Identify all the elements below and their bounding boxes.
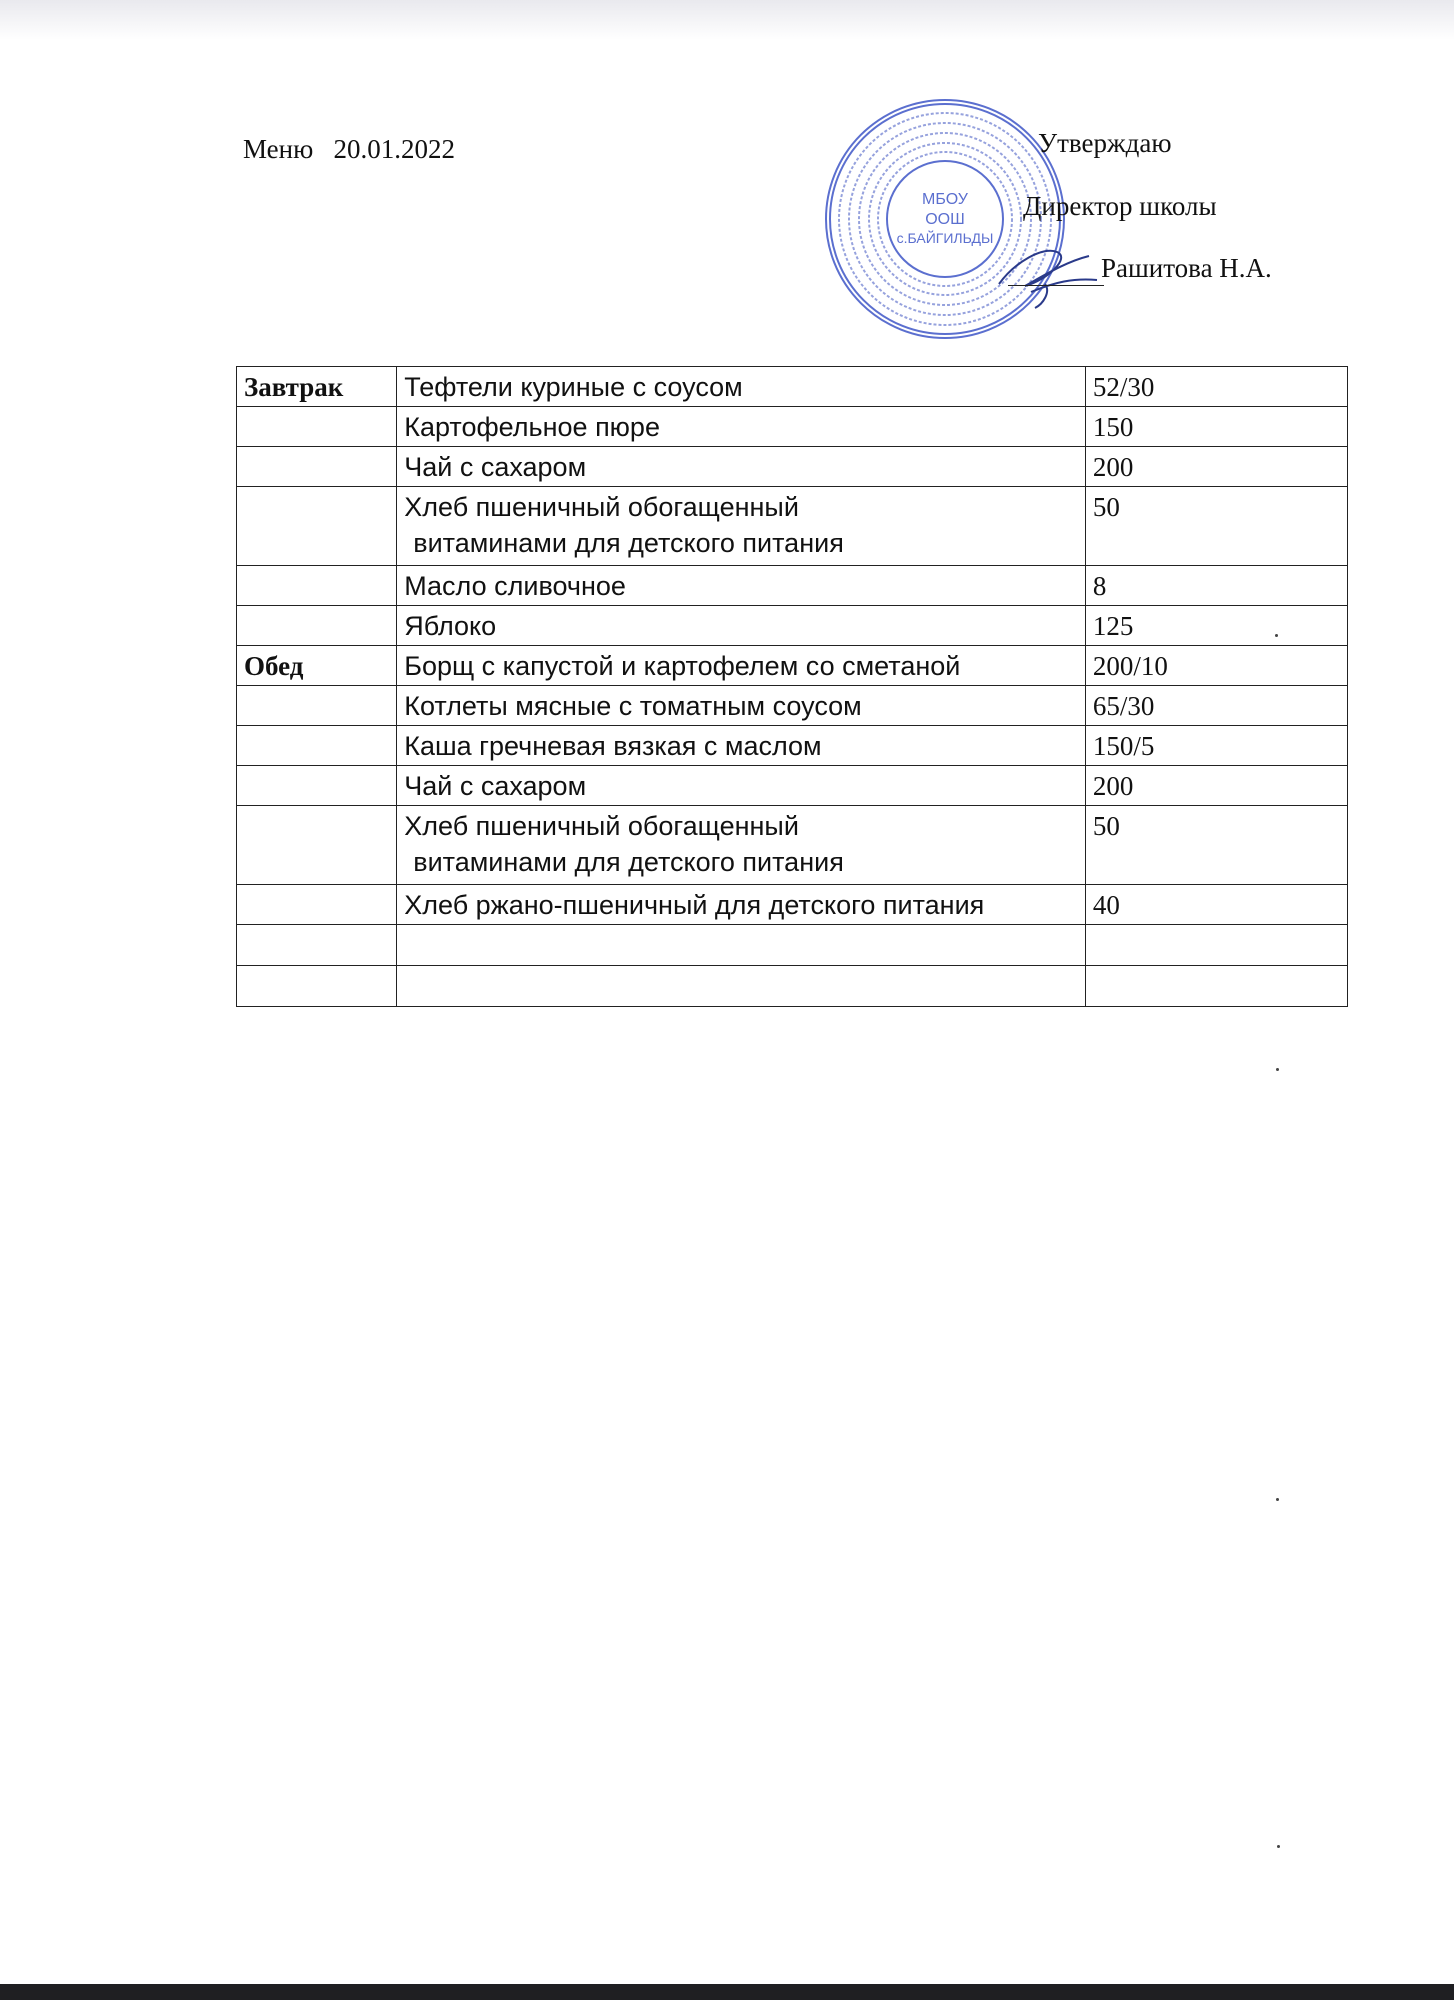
approval-word: Утверждаю xyxy=(1038,128,1172,158)
meal-cell xyxy=(237,566,397,606)
scan-bottom-edge xyxy=(0,1984,1454,2000)
meal-cell xyxy=(237,925,397,966)
meal-cell xyxy=(237,407,397,447)
approval-role: Директор школы xyxy=(1023,191,1217,221)
stamp-text-line-2: ООШ xyxy=(925,211,965,228)
dish-cell xyxy=(397,966,1086,1007)
dish-line: витаминами для детского питания xyxy=(413,847,844,877)
quantity-cell: 52/30 xyxy=(1085,367,1347,407)
menu-date-title: Меню 20.01.2022 xyxy=(243,134,456,164)
dish-line: Хлеб пшеничный обогащенный xyxy=(404,811,799,841)
quantity-cell: 50 xyxy=(1085,806,1347,885)
table-row xyxy=(237,806,1348,885)
stamp-text-line-3: с.БАЙГИЛЬДЫ xyxy=(896,230,994,246)
dish-cell xyxy=(397,806,1086,885)
table-row xyxy=(237,646,1348,686)
stamp-text-line-1: МБОУ xyxy=(922,191,968,208)
dish-line: Хлеб пшеничный обогащенный xyxy=(404,492,799,522)
table-row xyxy=(237,726,1348,766)
scan-top-shadow xyxy=(0,0,1454,40)
meal-cell xyxy=(237,487,397,566)
dish-cell: Котлеты мясные с томатным соусом xyxy=(397,686,1086,726)
dish-cell: Картофельное пюре xyxy=(397,407,1086,447)
scan-speck xyxy=(1277,1845,1280,1848)
signature-line xyxy=(1008,285,1104,286)
dish-cell: Тефтели куриные с соусом xyxy=(397,367,1086,407)
dish-line: витаминами для детского питания xyxy=(413,528,844,558)
quantity-cell: 200 xyxy=(1085,447,1347,487)
quantity-cell: 40 xyxy=(1085,885,1347,925)
dish-cell: Чай с сахаром xyxy=(397,766,1086,806)
director-signature xyxy=(985,222,1105,312)
quantity-cell xyxy=(1085,966,1347,1007)
scan-speck xyxy=(1276,1498,1279,1501)
table-row xyxy=(237,367,1348,407)
meal-cell xyxy=(237,686,397,726)
dish-cell: Каша гречневая вязкая с маслом xyxy=(397,726,1086,766)
table-row xyxy=(237,966,1348,1007)
table-row xyxy=(237,686,1348,726)
table-row xyxy=(237,407,1348,447)
approval-name: Рашитова Н.А. xyxy=(1101,253,1272,283)
quantity-cell: 150 xyxy=(1085,407,1347,447)
quantity-cell: 50 xyxy=(1085,487,1347,566)
table-row xyxy=(237,925,1348,966)
table-row xyxy=(237,487,1348,566)
dish-cell: Чай с сахаром xyxy=(397,447,1086,487)
scan-speck xyxy=(1275,634,1278,637)
table-row xyxy=(237,606,1348,646)
quantity-cell: 8 xyxy=(1085,566,1347,606)
dish-cell: Масло сливочное xyxy=(397,566,1086,606)
quantity-cell: 200/10 xyxy=(1085,646,1347,686)
quantity-cell: 125 xyxy=(1085,606,1347,646)
menu-table xyxy=(236,366,1348,1007)
meal-cell xyxy=(237,726,397,766)
dish-cell: Яблоко xyxy=(397,606,1086,646)
dish-cell: Борщ с капустой и картофелем со сметаной xyxy=(397,646,1086,686)
table-row xyxy=(237,766,1348,806)
meal-cell xyxy=(237,447,397,487)
quantity-cell: 65/30 xyxy=(1085,686,1347,726)
dish-cell xyxy=(397,487,1086,566)
scan-speck xyxy=(1276,1068,1279,1071)
meal-cell: Завтрак xyxy=(237,367,397,407)
quantity-cell: 150/5 xyxy=(1085,726,1347,766)
quantity-cell xyxy=(1085,925,1347,966)
meal-cell xyxy=(237,606,397,646)
meal-cell xyxy=(237,966,397,1007)
table-row xyxy=(237,885,1348,925)
meal-cell xyxy=(237,766,397,806)
meal-cell xyxy=(237,885,397,925)
table-row xyxy=(237,447,1348,487)
meal-cell xyxy=(237,806,397,885)
table-row xyxy=(237,566,1348,606)
dish-cell: Хлеб ржано-пшеничный для детского питания xyxy=(397,885,1086,925)
quantity-cell: 200 xyxy=(1085,766,1347,806)
meal-cell: Обед xyxy=(237,646,397,686)
dish-cell xyxy=(397,925,1086,966)
